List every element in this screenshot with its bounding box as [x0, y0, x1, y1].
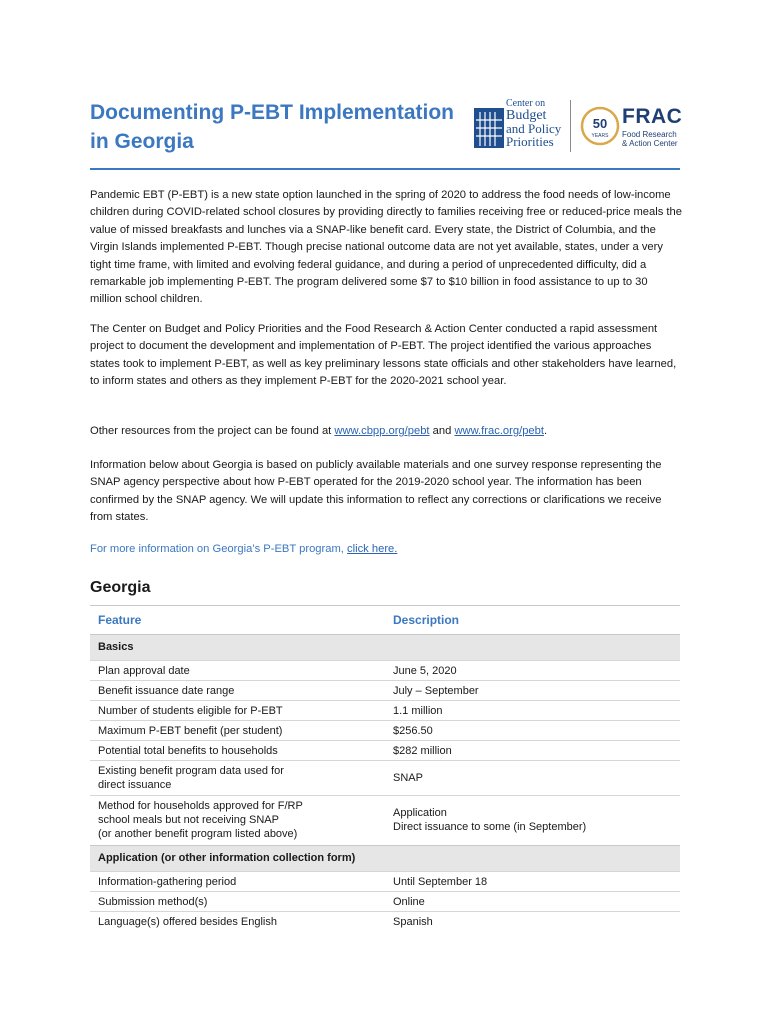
logo-divider: [570, 100, 571, 152]
description-cell: July – September: [393, 685, 479, 697]
project-paragraph: The Center on Budget and Policy Priorities and the Food Research & Action Center conducted a rapid assessment project to document the development and implementation of P-EBT. The project identified the various approaches states took to implement P-EBT, as well as key preliminary lessons state officials and other stakeholders have learned, to inform states and others as they implement P-EBT for the 2020-2021 school year.: [90, 323, 677, 388]
table-row: [90, 911, 680, 931]
table-header: [90, 605, 680, 634]
page-title: [90, 98, 460, 156]
feature-cell: Language(s) offered besides English: [98, 916, 277, 928]
feature-cell: Plan approval date: [98, 665, 190, 677]
feature-cell: Existing benefit program data used for direct issuance: [98, 765, 284, 791]
cbpp-pebt-link[interactable]: www.cbpp.org/pebt: [334, 425, 430, 437]
description-cell: Application Direct issuance to some (in September): [393, 807, 587, 833]
table-row: [90, 660, 680, 680]
table-section-application: Application (or other information collection form): [90, 845, 680, 871]
table-row: [90, 795, 680, 845]
table-section-basics: Basics: [90, 634, 680, 660]
description-cell: June 5, 2020: [393, 665, 457, 677]
feature-cell: Maximum P-EBT benefit (per student): [98, 725, 283, 737]
table-row: [90, 760, 680, 795]
partner-logos: [474, 98, 684, 154]
feature-cell: Submission method(s): [98, 896, 208, 908]
table-row: [90, 700, 680, 720]
feature-cell: Benefit issuance date range: [98, 685, 235, 697]
description-cell: Until September 18: [393, 876, 488, 888]
frac-logo-name: FRAC: [622, 105, 683, 128]
table-row: [90, 740, 680, 760]
description-cell: $256.50: [393, 725, 433, 737]
description-cell: $282 million: [393, 745, 452, 757]
table-row: [90, 891, 680, 911]
state-section-title: Georgia: [90, 579, 151, 596]
frac-50-years-badge-icon: [580, 106, 620, 146]
click-here-link[interactable]: click here.: [347, 543, 398, 555]
description-cell: Spanish: [393, 916, 433, 928]
frac-pebt-link[interactable]: www.frac.org/pebt: [454, 425, 544, 437]
description-cell: Online: [393, 896, 425, 908]
frac-badge-number: 50: [592, 116, 608, 131]
more-info-line: For more information on Georgia’s P-EBT program, click here.: [90, 543, 398, 555]
frac-badge-text: YEARS: [591, 133, 609, 139]
feature-cell: Number of students eligible for P-EBT: [98, 705, 283, 717]
feature-cell: Information-gathering period: [98, 876, 237, 888]
description-cell: SNAP: [393, 772, 423, 784]
page-title-line2: in Georgia: [90, 130, 194, 153]
feature-cell: Method for households approved for F/RP school meals but not receiving SNAP (or another benefit program listed above): [98, 800, 303, 840]
cbpp-grid-icon: [474, 108, 504, 148]
resources-paragraph: Other resources from the project can be found at www.cbpp.org/pebt and www.frac.org/pebt.: [90, 425, 548, 437]
cbpp-logo-text: Center on Budget and Policy Priorities: [506, 98, 562, 149]
title-rule: [90, 168, 680, 170]
georgia-info-paragraph: Information below about Georgia is based on publicly available materials and one survey response representing the SNAP agency perspective about how P-EBT operated for the 2019-2020 school year. The information has been confirmed by the SNAP agency. We will update this information to reflect any corrections or clarifications we receive from states.: [90, 459, 662, 524]
description-cell: 1.1 million: [393, 705, 443, 717]
feature-cell: Potential total benefits to households: [98, 745, 278, 757]
table-row: [90, 871, 680, 891]
feature-table: [90, 605, 680, 931]
feature-column-header: Feature: [98, 613, 142, 627]
page-title-line1: Documenting P-EBT Implementation: [90, 101, 455, 124]
table-row: [90, 720, 680, 740]
intro-paragraph: Pandemic EBT (P-EBT) is a new state option launched in the spring of 2020 to address the food needs of low-income children during COVID-related school closures by providing directly to families receiving free or reduced-price meals the value of missed breakfasts and lunches via a SNAP-like benefit card. Every state, the District of Columbia, and the Virgin Islands implemented P-EBT. Though precise national outcome data are not yet available, states, under a very tight time frame, with limited and evolving federal guidance, and during a period of unprecedented difficulty, did a remarkable job implementing P-EBT. The program delivered some $7 to $10 billion in food assistance to up to 30 million school children.: [90, 189, 682, 306]
table-row: [90, 680, 680, 700]
description-column-header: Description: [393, 613, 460, 627]
frac-logo-subtitle: Food Research & Action Center: [622, 130, 678, 148]
